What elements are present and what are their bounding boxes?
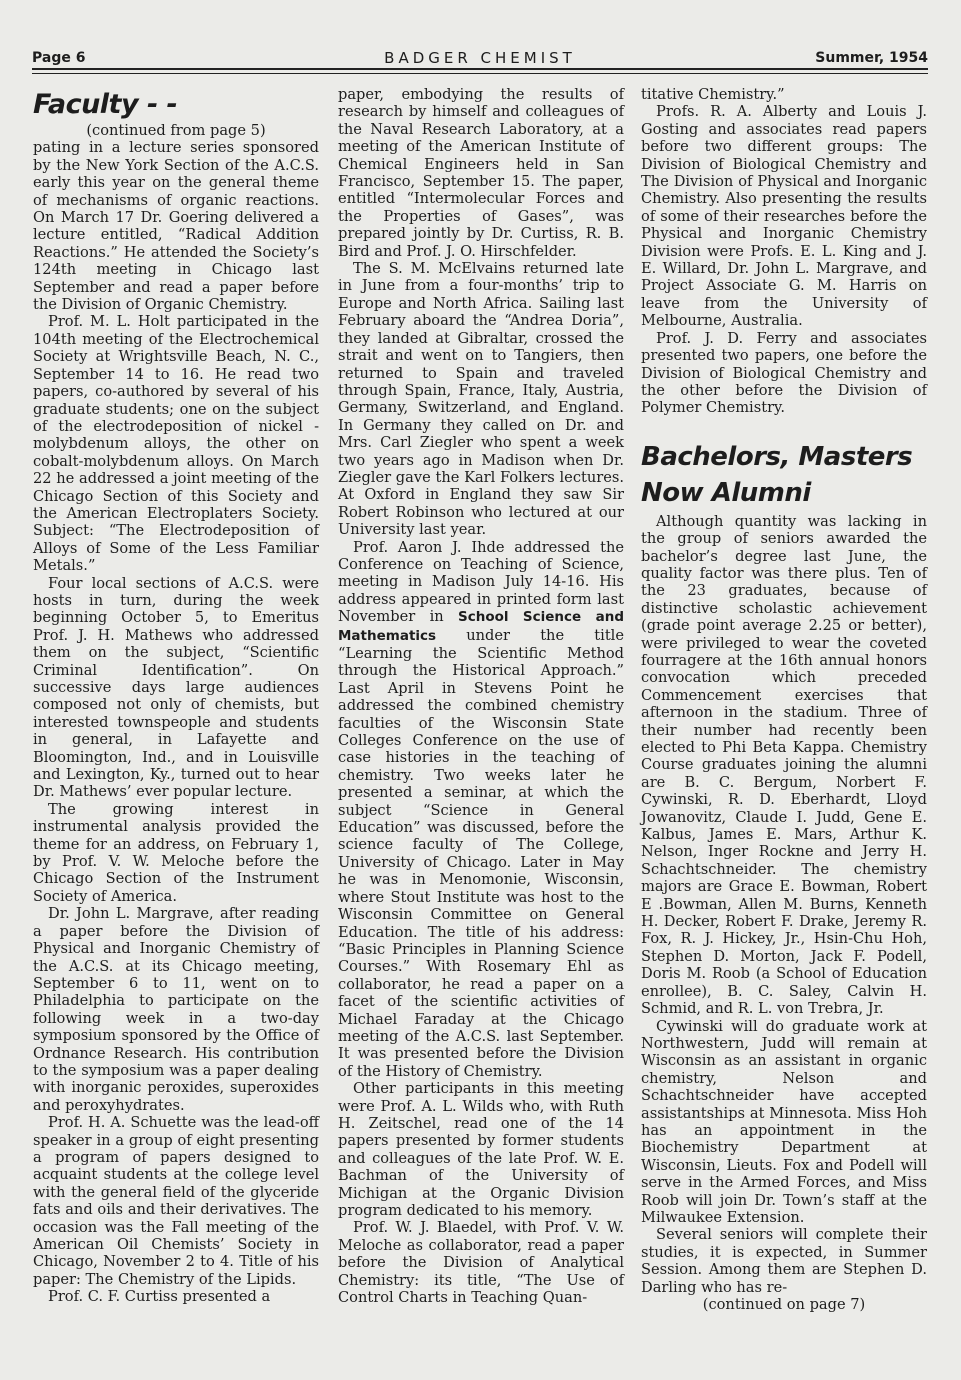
article-paragraph: Profs. R. A. Alberty and Louis J. Gosting and associates read papers before two different groups: The Division of Biological Chemistry and The Division of Physical and Inorganic Chemistry. Also presenting the results of some of their researches before the Physical and Inorganic Chemistry Division were Profs. E. L. King and J. E. Willard, Dr. John L. Margrave, and Project Associate G. M. Harris on leave from the University of Melbourne, Australia. — [641, 103, 927, 330]
article-paragraph: Prof. H. A. Schuette was the lead-off speaker in a group of eight presenting a program of papers designed to acquaint students at the college level with the general field of the glyceride fats and oils and their derivatives. The occasion was the Fall meeting of the American Oil Chemists’ Society in Chicago, November 2 to 4. Title of his paper: The Chemistry of the Lipids. — [33, 1114, 319, 1288]
article-paragraph: Although quantity was lacking in the group of seniors awarded the bachelor’s degree last June, the quality factor was there plus. Ten of the 23 graduates, because of distinctive scholastic achievement (grade point average 2.25 or better), were privileged to wear the coveted fourragere at the 16th annual honors convocation which preceded Commencement exercises that afternoon in the stadium. Three of their number had recently been elected to Phi Beta Kappa. Chemistry Course graduates joining the alumni are B. C. Bergum, Norbert F. Cywinski, R. D. Eberhardt, Lloyd Jowanovitz, Claude I. Judd, Gene E. Kalbus, James E. Mars, Arthur K. Nelson, Inger Rockne and Jerry H. Schachtschneider. The chemistry majors are Grace E. Bowman, Robert E .Bowman, Allen M. Burns, Kenneth H. Decker, Robert F. Drake, Jeremy R. Fox, R. J. Hickey, Jr., Hsin-Chu Hoh, Stephen D. Morton, Jack F. Podell, Doris M. Roob (a School of Education enrollee), B. C. Saley, Calvin H. Schmid, and R. L. von Trebra, Jr. — [641, 512, 927, 1018]
article-paragraph: Prof. C. F. Curtiss presented a — [48, 1288, 271, 1306]
article-paragraph: The growing interest in instrumental analysis provided the theme for an address, on February 1, by Prof. V. W. Meloche before the Chicago Section of the Instrument Society of America. — [33, 800, 319, 905]
header-rule-thick — [32, 68, 928, 70]
headline-line: Bachelors, Masters — [641, 441, 913, 472]
article-paragraph: Prof. W. J. Blaedel, with Prof. V. W. Meloche as collaborator, read a paper before the Division of Analytical Chemistry: its title, “The Use of Control Charts in Teaching Quan- — [338, 1219, 624, 1307]
paragraph-text: Prof. Aaron J. Ihde addressed the Conference on Teaching of Science, meeting in Madison July 14-16. His address appeared in printed form last November in — [338, 538, 624, 626]
article-paragraph: Cywinski will do graduate work at Northwestern, Judd will remain at Wisconsin as an assistant in organic chemistry, Nelson and Schachtschneider have accepted assistantships at Minnesota. Miss Hoh has an appointment in the Biochemistry Department at Wisconsin, Lieuts. Fox and Podell will serve in the Armed Forces, and Miss Roob will join Dr. Town’s staff at the Milwaukee Extension. — [641, 1017, 927, 1226]
continued-on-note: (continued on page 7) — [702, 1296, 866, 1313]
header-rule-thin — [32, 73, 928, 74]
column-2 — [338, 86, 624, 1306]
masthead: BADGER CHEMIST — [384, 49, 576, 67]
journal-title: School Science and Mathematics — [338, 609, 624, 644]
continued-from-note: (continued from page 5) — [86, 122, 266, 139]
article-paragraph: Dr. John L. Margrave, after reading a paper before the Division of Physical and Inorganic Chemistry of the A.C.S. at its Chicago meeting, September 6 to 11, went on to Philadelphia to participate on the following week in a two-day symposium sponsored by the Office of Ordnance Research. His contribution to the symposium was a paper dealing with inorganic peroxides, superoxides and peroxyhydrates. — [33, 905, 319, 1114]
column-1 — [33, 88, 319, 1306]
article-paragraph: paper, embodying the results of research by himself and colleagues of the Naval Research Laboratory, at a meeting of the American Institute of Chemical Engineers held in San Francisco, September 15. The paper, entitled “Intermolecular Forces and the Properties of Gases”, was prepared jointly by Dr. Curtiss, R. B. Bird and Prof. J. O. Hirschfelder. — [338, 86, 624, 260]
article-paragraph: Other participants in this meeting were Prof. A. L. Wilds who, with Ruth H. Zeitschel, read one of the 14 papers presented by former students and colleagues of the late Prof. W. E. Bachman of the University of Michigan at the Organic Division program dedicated to his memory. — [338, 1080, 624, 1219]
column-3 — [641, 86, 927, 1313]
article-paragraph: Four local sections of A.C.S. were hosts in turn, during the week beginning October 5, to Emeritus Prof. J. H. Mathews who addressed them on the subject, “Scientific Criminal Identification”. On successive days large audiences composed not only of chemists, but interested townspeople and students in general, in Lafayette and Bloomington, Ind., and in Louisville and Lexington, Ky., turned out to hear Dr. Mathews’ ever popular lecture. — [33, 574, 319, 801]
issue-date: Summer, 1954 — [815, 50, 928, 66]
article-paragraph: The S. M. McElvains returned late in June from a four-months’ trip to Europe and North Africa. Sailing last February aboard the “Andrea Doria”, they landed at Gibraltar, crossed the strait and went on to Tangiers, then returned to Spain and traveled through Spain, France, Italy, Austria, Germany, Switzerland, and England. In Germany they called on Dr. and Mrs. Carl Ziegler who spent a week two years ago in Madison when Dr. Ziegler gave the Karl Folkers lectures. At Oxford in England they saw Sir Robert Robinson who lectured at our University last year. — [338, 260, 624, 539]
article-paragraph: Prof. J. D. Ferry and associates presented two papers, one before the Division of Biological Chemistry and the other before the Division of Polymer Chemistry. — [641, 329, 927, 417]
page-header — [32, 48, 928, 70]
article-paragraph: titative Chemistry.” — [641, 86, 785, 103]
headline-line: Now Alumni — [641, 477, 811, 508]
article-paragraph: pating in a lecture series sponsored by the New York Section of the A.C.S. early this year on the general theme of mechanisms of organic reactions. On March 17 Dr. Goering delivered a lecture entitled, “Radical Addition Reactions.” He attended the Society’s 124th meeting in Chicago last September and read a paper before the Division of Organic Chemistry. — [33, 139, 319, 314]
paragraph-text: under the title “Learning the Scientific Method through the Historical Approach.” Last April in Stevens Point he addressed the combined chemistry faculties of the Wisconsin State Colleges Conference on the use of case histories in the teaching of chemistry. Two weeks later he presented a seminar, at which the subject “Science in General Education” was discussed, before the science faculty of The College, University of Chicago. Later in May he was in Menomonie, Wisconsin, where Stout Institute was host to the Wisconsin Committee on General Education. The title of his address: “Basic Principles in Planning Science Courses.” With Rosemary Ehl as collaborator, he read a paper on a facet of the scientific activities of Michael Faraday at the Chicago meeting of the A.C.S. last September. It was presented before the Division of the History of Chemistry. — [338, 626, 624, 1080]
article-paragraph — [338, 539, 624, 1081]
page-number: Page 6 — [32, 50, 86, 66]
faculty-headline: Faculty - - — [33, 89, 178, 120]
article-paragraph: Prof. M. L. Holt participated in the 104th meeting of the Electrochemical Society at Wrightsville Beach, N. C., September 14 to 16. He read two papers, co-authored by several of his graduate students; one on the subject of the electrodeposition of nickel - molybdenum alloys, the other on cobalt-molybdenum alloys. On March 22 he addressed a joint meeting of the Chicago Section of this Society and the American Electroplaters Society. Subject: “The Electrodeposition of Alloys of Some of the Less Familiar Metals.” — [33, 313, 319, 575]
bachelors-headline — [641, 439, 927, 511]
article-paragraph: Several seniors will complete their studies, it is expected, in Summer Session. Among them are Stephen D. Darling who has re- — [641, 1226, 927, 1296]
